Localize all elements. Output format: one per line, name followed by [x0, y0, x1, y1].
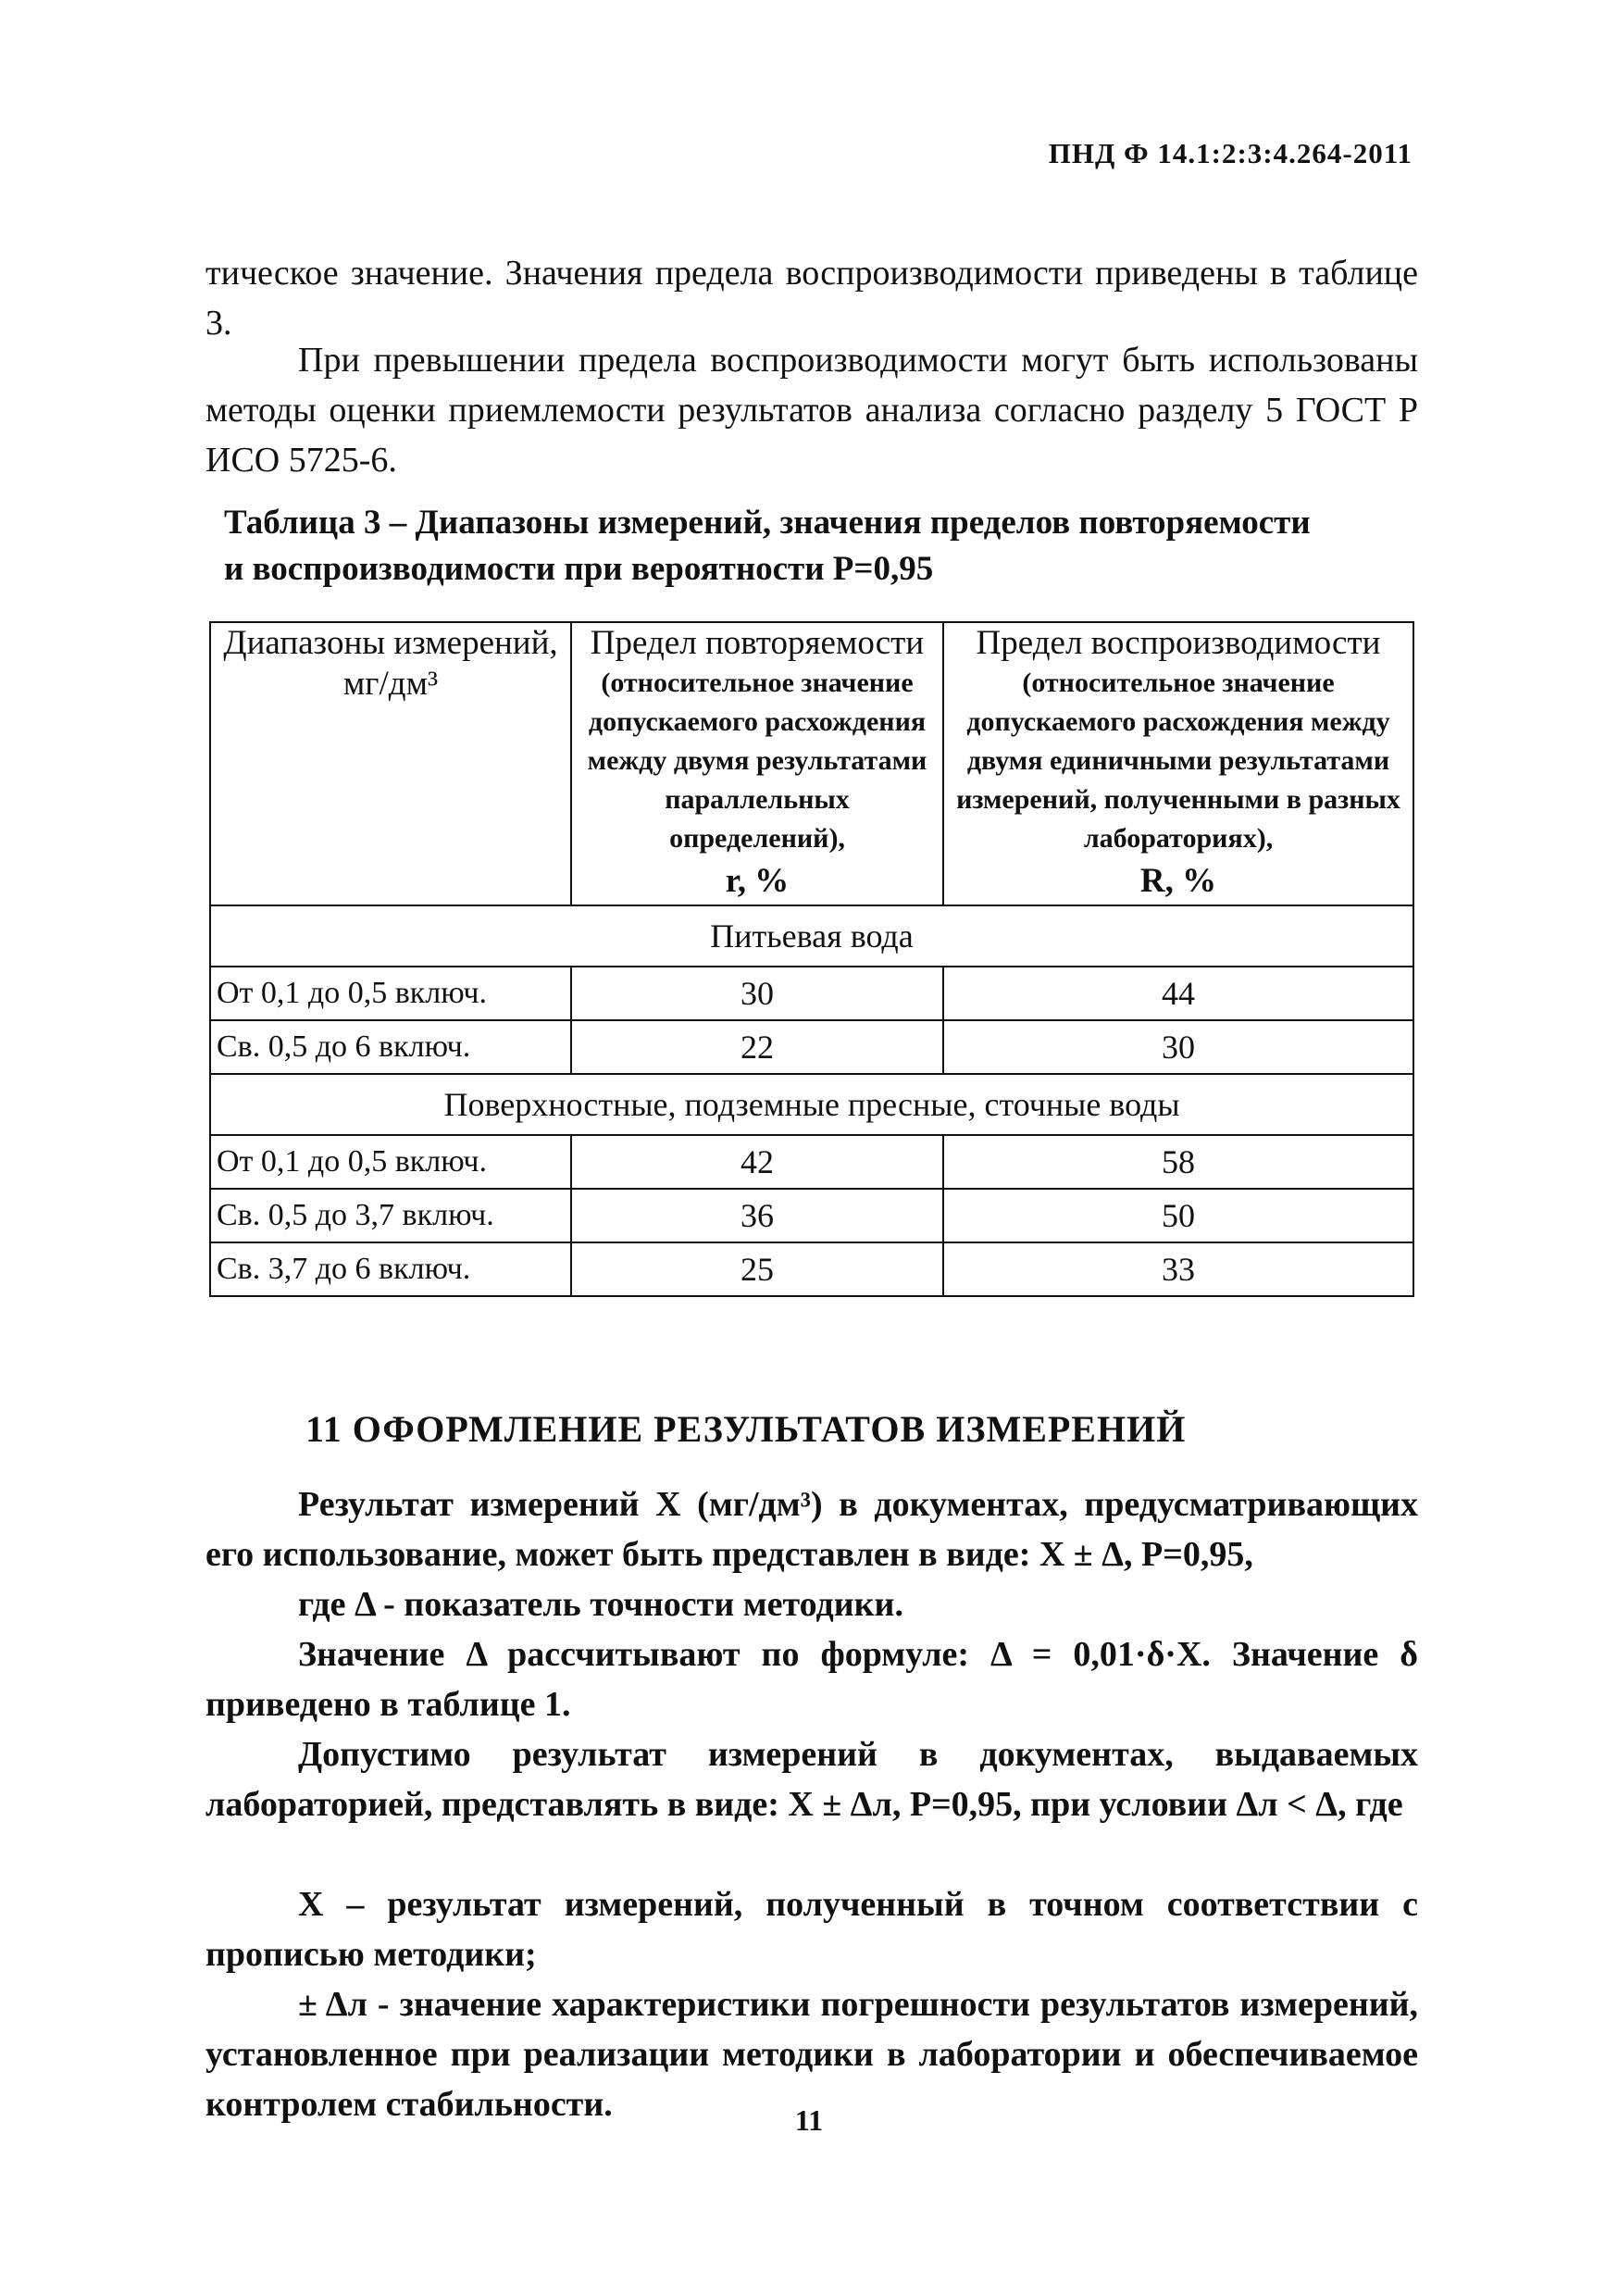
- paragraph-result-format: Результат измерений X (мг/дм³) в документах, предусматривающих его использование, может быть представлен в виде: X ± Δ, P=0,95,: [205, 1485, 1418, 1574]
- paragraph-delta-lab-definition: ± Δл - значение характеристики погрешности результатов измерений, установленное при реализации методики в лаборатории и обеспечиваемое контролем стабильности.: [205, 1985, 1418, 2124]
- reproducibility-value: 58: [943, 1135, 1413, 1189]
- header-reproducibility: [943, 622, 1413, 905]
- header-reproducibility-desc: (относительное значение допускаемого расхождения между двумя единичными результатами измерений, полученными в разных лабораториях),: [956, 668, 1400, 854]
- header-ranges: [210, 622, 571, 905]
- repeatability-value: 42: [571, 1135, 943, 1189]
- header-ranges-label: Диапазоны измерений, мг/дм³: [223, 624, 558, 703]
- header-repeatability-desc: (относительное значение допускаемого расхождения между двумя результатами параллельных определений),: [587, 668, 927, 854]
- page-number: 11: [794, 2103, 824, 2137]
- header-reproducibility-unit: R, %: [1139, 862, 1217, 900]
- reproducibility-value: 44: [943, 967, 1413, 1020]
- header-repeatability-unit: r, %: [725, 862, 790, 900]
- table-header-row: [210, 622, 1413, 905]
- table-row: [210, 1135, 1413, 1189]
- repeatability-value: 22: [571, 1020, 943, 1074]
- header-repeatability-label: Предел повторяемости: [590, 624, 925, 662]
- reproducibility-value: 50: [943, 1189, 1413, 1242]
- table-row: [210, 967, 1413, 1020]
- paragraph-accuracy-index: где Δ - показатель точности методики.: [298, 1585, 903, 1624]
- document-code: ПНД Ф 14.1:2:3:4.264-2011: [1048, 137, 1413, 169]
- section-surface-waters: Поверхностные, подземные пресные, сточные воды: [210, 1074, 1413, 1135]
- section-drinking-water: Питьевая вода: [210, 905, 1413, 967]
- header-reproducibility-label: Предел воспроизводимости: [976, 624, 1381, 662]
- reproducibility-value: 30: [943, 1020, 1413, 1074]
- section-heading: 11 ОФОРМЛЕНИЕ РЕЗУЛЬТАТОВ ИЗМЕРЕНИЙ: [305, 1408, 1187, 1450]
- range-cell: Св. 0,5 до 3,7 включ.: [210, 1189, 571, 1242]
- repeatability-value: 25: [571, 1242, 943, 1296]
- paragraph-delta-formula: Значение Δ рассчитывают по формуле: Δ = 0,01·δ·X. Значение δ приведено в таблице 1.: [205, 1635, 1418, 1724]
- header-repeatability: [571, 622, 943, 905]
- reproducibility-value: 33: [943, 1242, 1413, 1296]
- range-cell: Св. 0,5 до 6 включ.: [210, 1020, 571, 1074]
- table-row: [210, 1189, 1413, 1242]
- table-row: [210, 1242, 1413, 1296]
- repeatability-value: 36: [571, 1189, 943, 1242]
- range-cell: От 0,1 до 0,5 включ.: [210, 1135, 571, 1189]
- paragraph-lab-result: Допустимо результат измерений в документах, выдаваемых лабораторией, представлять в виде: X ± Δл, P=0,95, при условии Δл < Δ, где: [205, 1735, 1418, 1824]
- table-section-row: [210, 905, 1413, 967]
- ranges-table: [209, 621, 1414, 1297]
- table-section-row: [210, 1074, 1413, 1135]
- table-row: [210, 1020, 1413, 1074]
- repeatability-value: 30: [571, 967, 943, 1020]
- paragraph-x-definition: X – результат измерений, полученный в точном соответствии с прописью методики;: [205, 1885, 1418, 1974]
- table-title: Таблица 3 – Диапазоны измерений, значения пределов повторяемости и воспроизводимости при вероятности P=0,95: [224, 504, 1311, 588]
- paragraph-continuation: тическое значение. Значения предела воспроизводимости приведены в таблице 3.: [205, 254, 1418, 343]
- range-cell: Св. 3,7 до 6 включ.: [210, 1242, 571, 1296]
- paragraph-reproducibility-note: При превышении предела воспроизводимости могут быть использованы методы оценки приемлемости результатов анализа согласно разделу 5 ГОСТ Р ИСО 5725-6.: [205, 341, 1418, 480]
- range-cell: От 0,1 до 0,5 включ.: [210, 967, 571, 1020]
